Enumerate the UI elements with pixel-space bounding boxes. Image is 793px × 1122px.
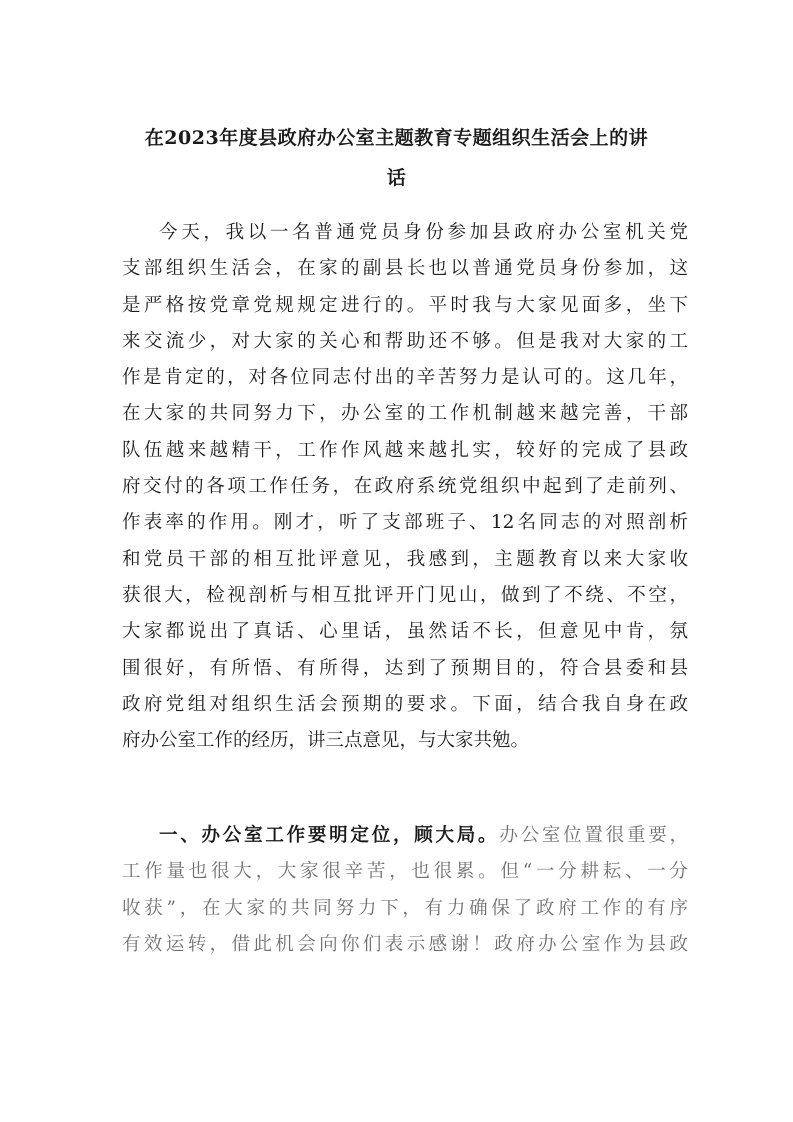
paragraph-line: 支部组织生活会，在家的副县长也以普通党员身份参加，这 (122, 258, 688, 280)
paragraph-line: 府交付的各项工作任务，在政府系统党组织中起到了走前列、 (122, 476, 688, 498)
paragraph-line: 和党员干部的相互批评意见，我感到，主题教育以来大家收 (122, 548, 688, 570)
title-line-1: 在2023年度县政府办公室主题教育专题组织生活会上的讲 (144, 127, 649, 149)
paragraph-line: 有效运转，借此机会向你们表示感谢！政府办公室作为县政 (122, 933, 688, 955)
title-line-2: 话 (386, 167, 407, 189)
paragraph-line: 政府党组对组织生活会预期的要求。下面，结合我自身在政 (122, 693, 688, 715)
paragraph-line: 在大家的共同努力下，办公室的工作机制越来越完善，干部 (122, 403, 688, 425)
paragraph-line (122, 818, 688, 854)
paragraph-line: 是严格按党章党规规定进行的。平时我与大家见面多，坐下 (122, 294, 688, 316)
paragraph-section-one (122, 818, 688, 963)
section-heading-continuation: 办公室位置很重要， (499, 825, 688, 846)
paragraph-line: 获很大，检视剖析与相互批评开门见山，做到了不绕、不空， (122, 584, 688, 606)
paragraph-line: 工作量也很大，大家很辛苦，也很累。但“一分耕耘、一分 (122, 861, 688, 883)
paragraph-opening (122, 215, 688, 759)
paragraph-line: 收获”，在大家的共同努力下，有力确保了政府工作的有序 (122, 897, 688, 919)
paragraph-line: 作是肯定的，对各位同志付出的辛苦努力是认可的。这几年， (122, 367, 688, 389)
section-heading: 一、办公室工作要明定位，顾大局。 (159, 825, 500, 846)
paragraph-line: 来交流少，对大家的关心和帮助还不够。但是我对大家的工 (122, 330, 688, 352)
paragraph-line: 今天，我以一名普通党员身份参加县政府办公室机关党 (159, 222, 688, 243)
paragraph-line: 队伍越来越精干，工作作风越来越扎实，较好的完成了县政 (122, 439, 688, 461)
paragraph-line: 围很好，有所悟、有所得，达到了预期目的，符合县委和县 (122, 657, 688, 679)
paragraph-line: 作表率的作用。刚才，听了支部班子、12名同志的对照剖析 (122, 512, 688, 534)
paragraph-line: 大家都说出了真话、心里话，虽然话不长，但意见中肯，氛 (122, 621, 688, 643)
document-title (110, 118, 683, 198)
paragraph-line: 府办公室工作的经历，讲三点意见，与大家共勉。 (122, 730, 530, 752)
